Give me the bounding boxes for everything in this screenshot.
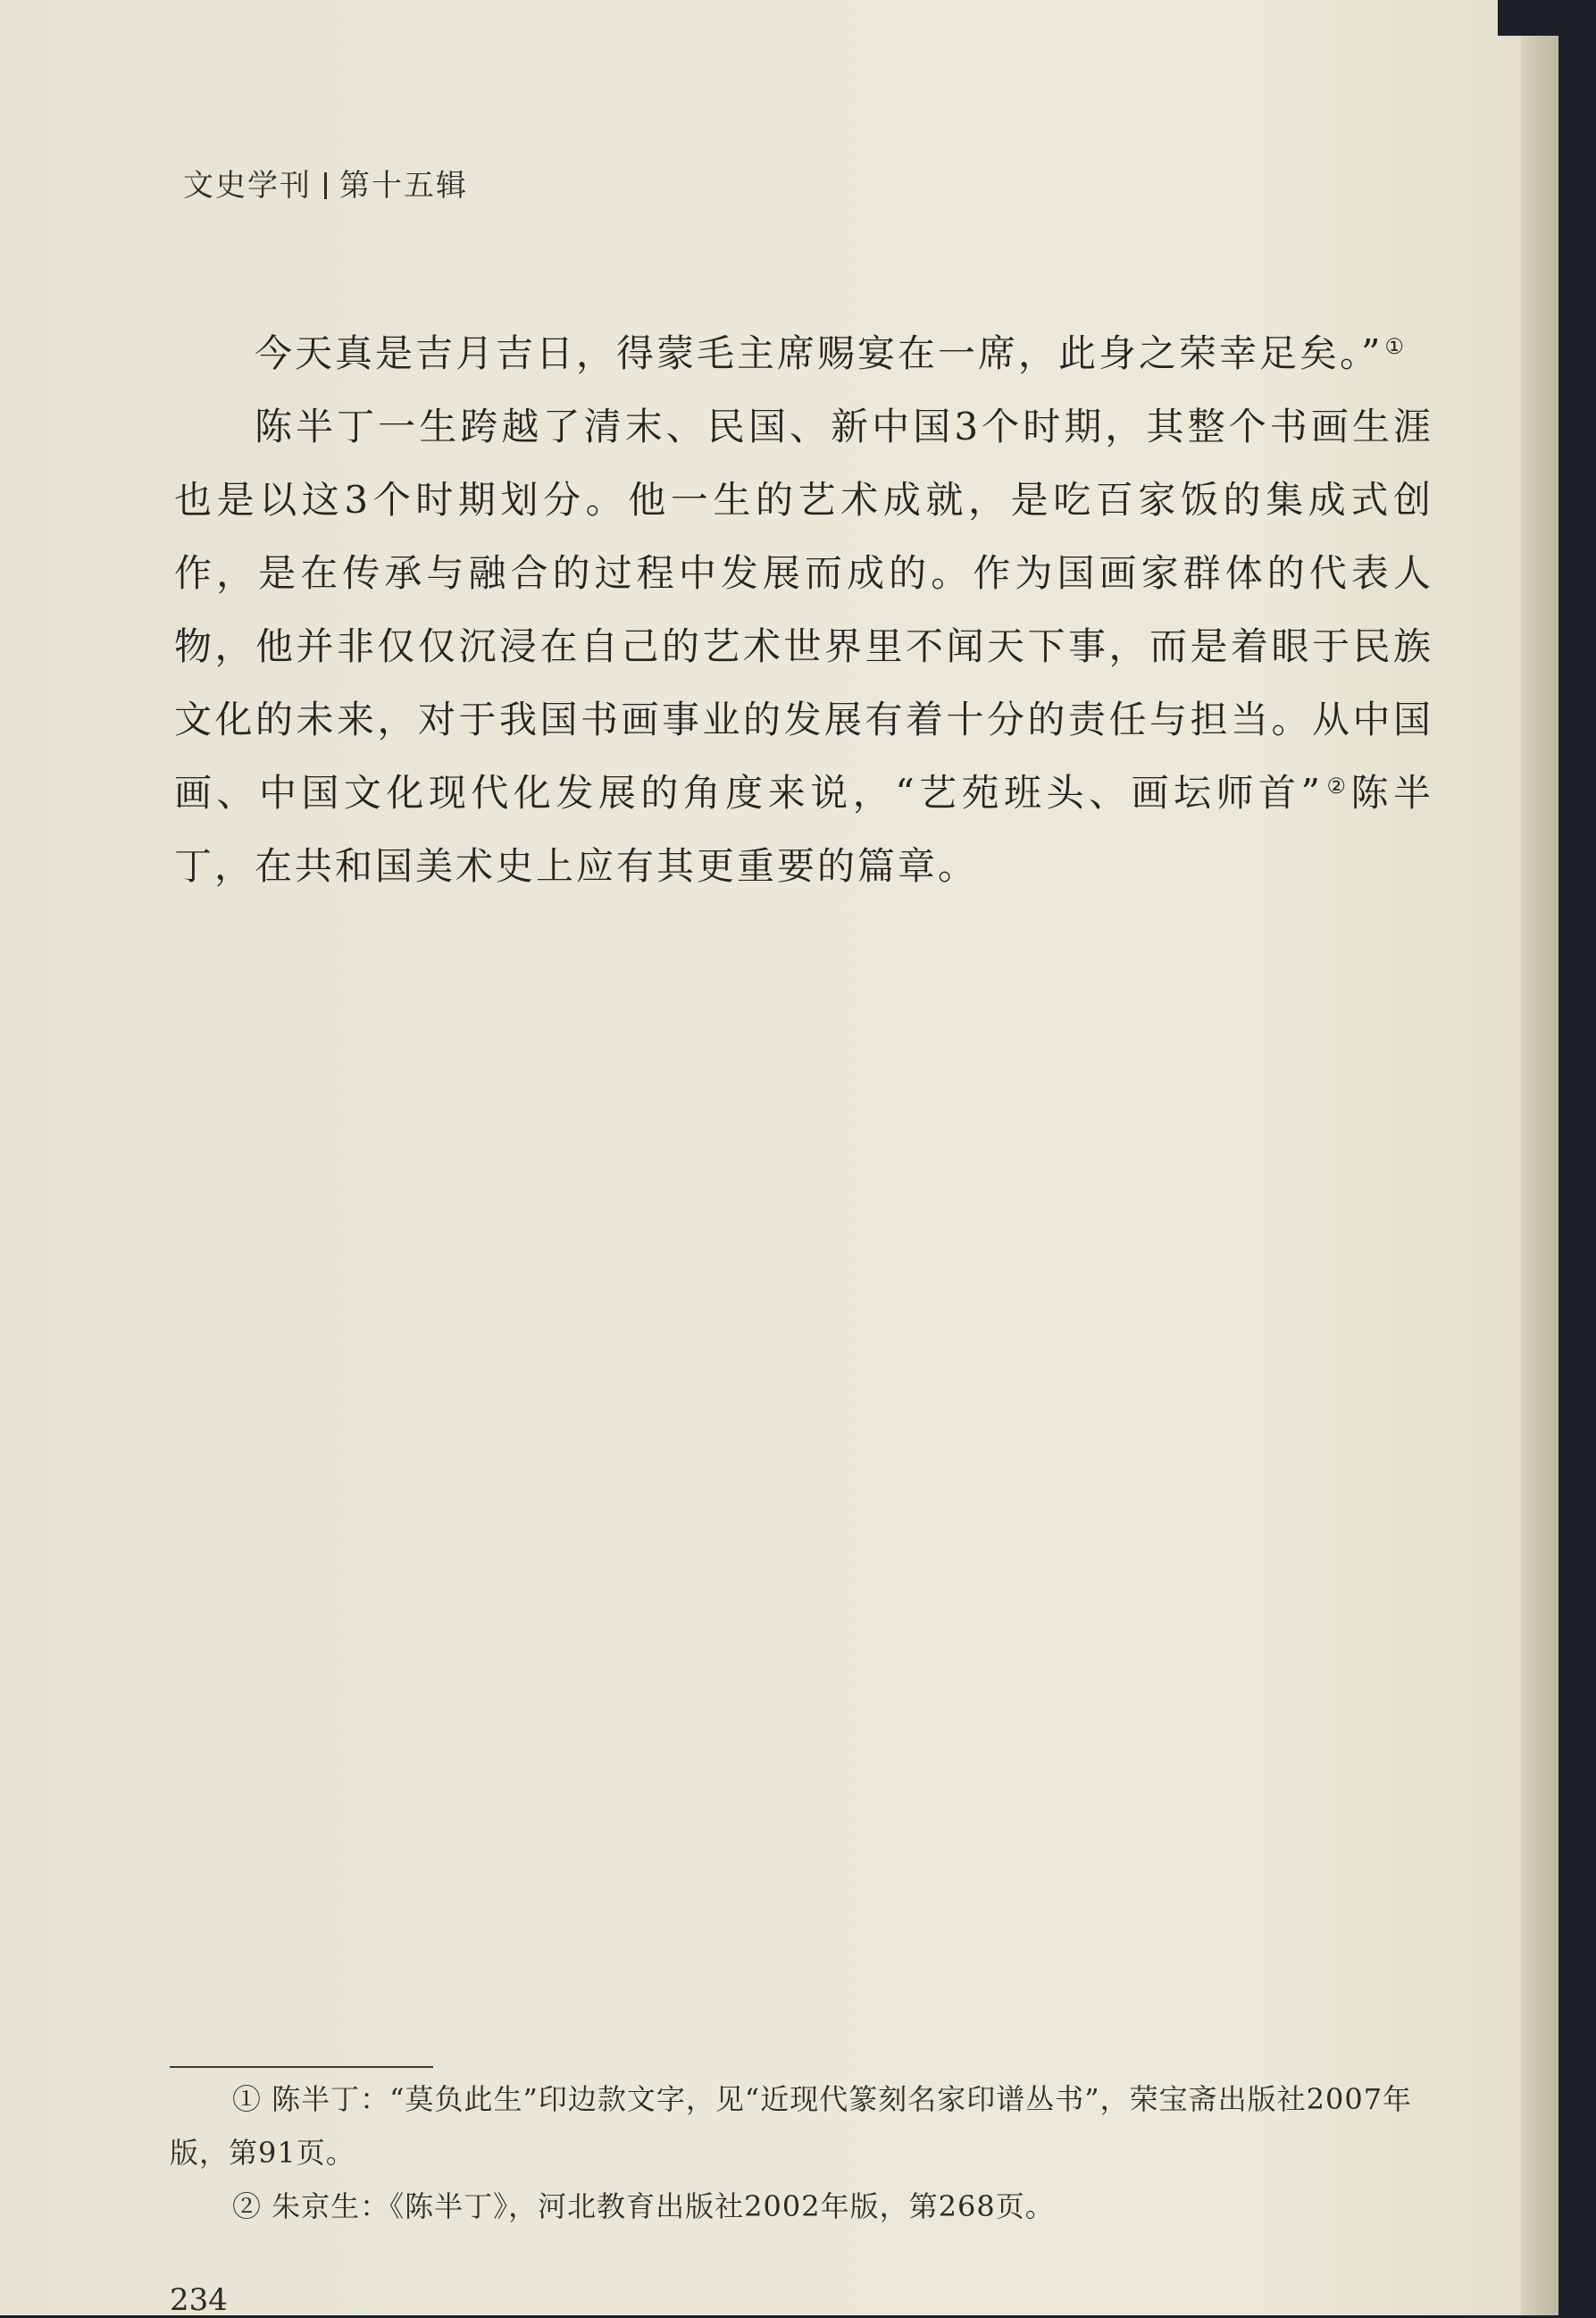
paragraph-2-text-b: 陈半丁，在共和国美术史上应有其更重要的篇章。 <box>174 771 1433 888</box>
page-edge <box>1521 27 1558 2315</box>
page-number: 234 <box>170 2282 228 2318</box>
journal-title: 文史学刊 <box>183 168 312 204</box>
paragraph-1 <box>174 317 1433 390</box>
footnote-1: ① 陈半丁：“莫负此生”印边款文字，见“近现代篆刻名家印谱丛书”，荣宝斋出版社2007年版，第91页。 <box>170 2082 1413 2170</box>
footnote-ref-2[interactable]: ② <box>1324 774 1351 799</box>
corner-shadow <box>1498 0 1596 36</box>
paragraph-1-text: 今天真是吉月吉日，得蒙毛主席赐宴在一席，此身之荣幸足矣。” <box>255 331 1383 375</box>
footnote-ref-1[interactable]: ① <box>1384 334 1407 359</box>
body-text <box>174 317 1433 903</box>
footnote-2: ② 朱京生：《陈半丁》，河北教育出版社2002年版，第268页。 <box>232 2189 1055 2223</box>
running-header <box>183 161 468 205</box>
paragraph-2 <box>174 390 1433 903</box>
issue-number: 第十五辑 <box>339 168 468 204</box>
paragraph-2-text-a: 陈半丁一生跨越了清末、民国、新中国3个时期，其整个书画生涯也是以这3个时期划分。他一生的艺术成就，是吃百家饭的集成式创作，是在传承与融合的过程中发展而成的。作为国画家群体的代表人物，他并非仅仅沉浸在自己的艺术世界里不闻天下事，而是着眼于民族文化的未来，对于我国书画事业的发展有着十分的责任与担当。从中国画、中国文化现代化发展的角度来说，“艺苑班头、画坛师首” <box>174 405 1433 815</box>
header-separator <box>324 172 327 199</box>
footnote-divider <box>170 2066 433 2068</box>
footnotes <box>170 2072 1438 2233</box>
